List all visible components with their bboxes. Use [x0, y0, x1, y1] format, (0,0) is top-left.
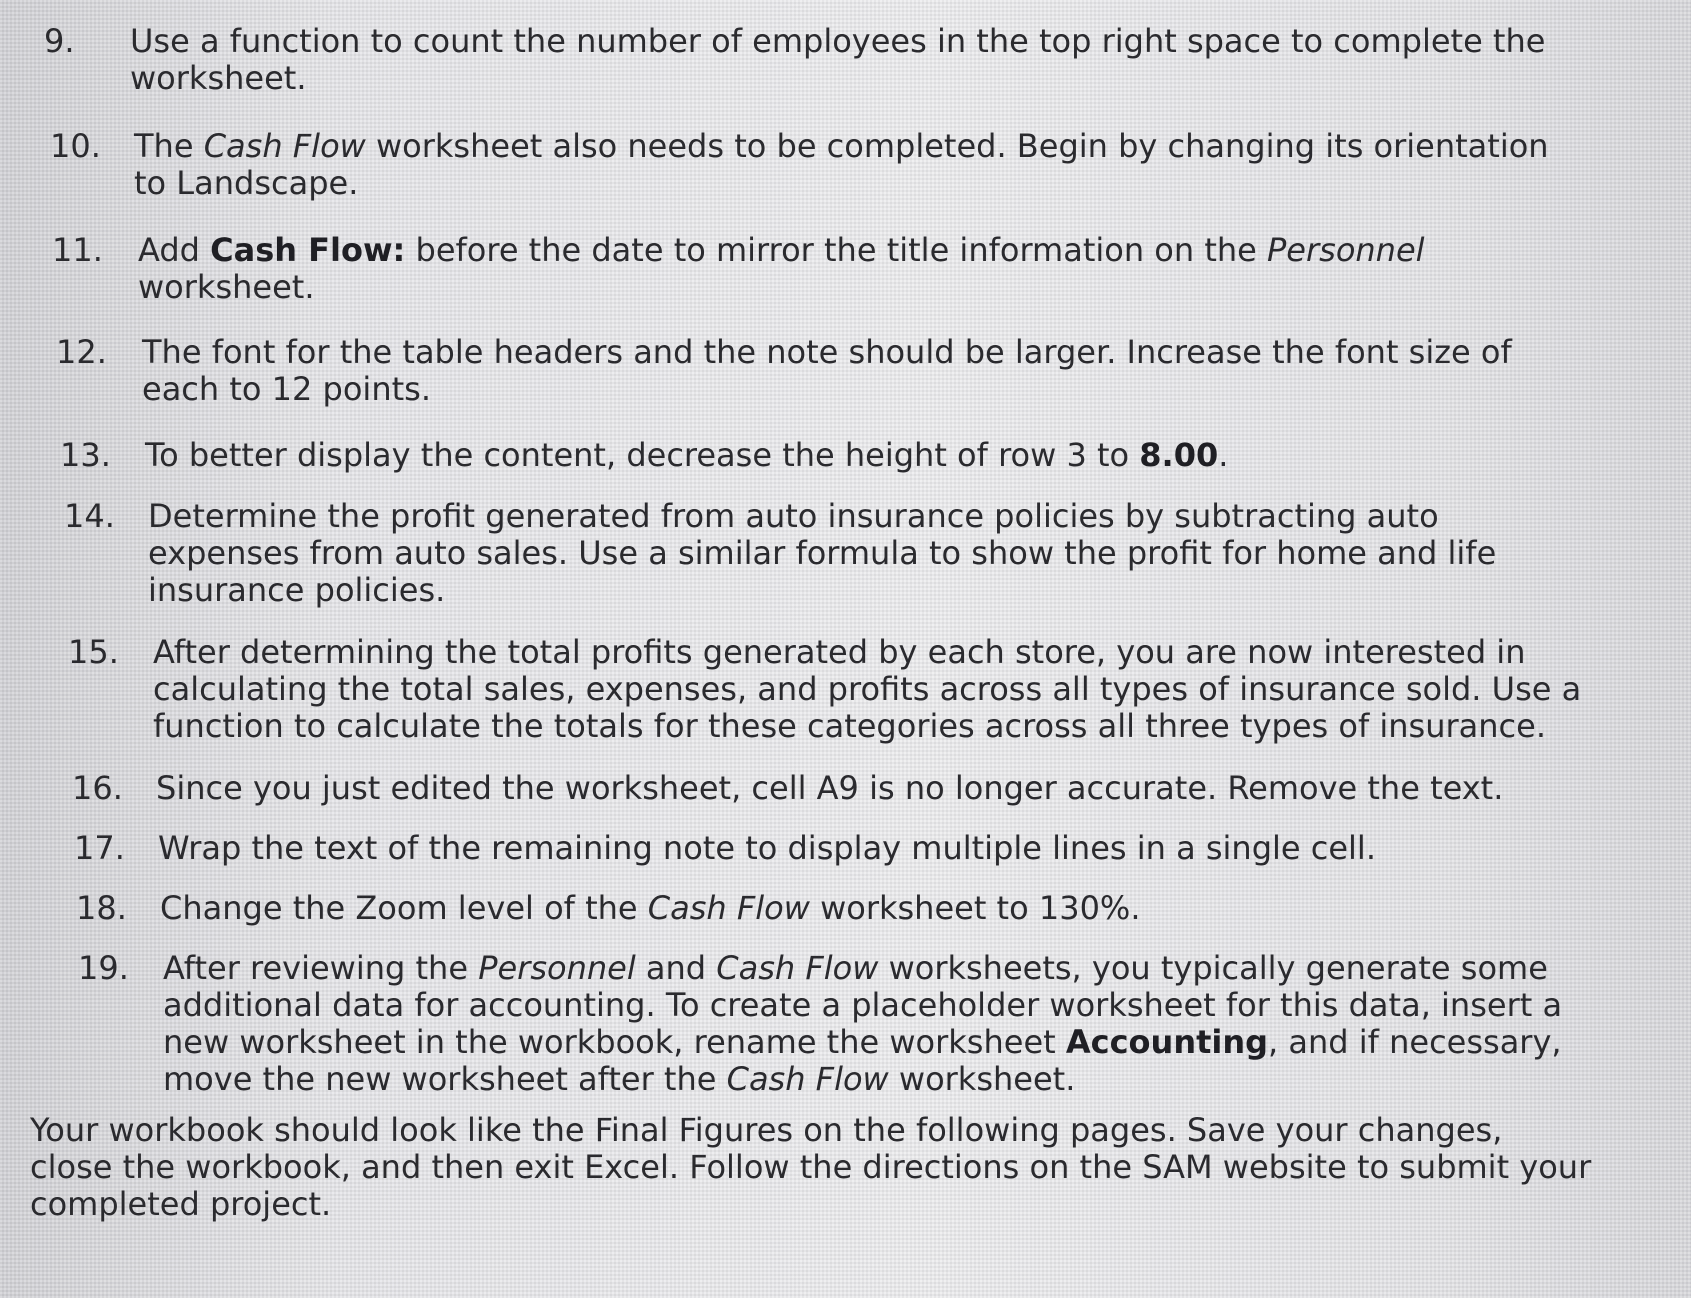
- text-line: additional data for accounting. To create a placeholder worksheet for this data, insert a: [163, 986, 1563, 1024]
- text-line: function to calculate the totals for these categories across all three types of insurance.: [153, 707, 1546, 745]
- step-text: [130, 23, 1545, 97]
- text-line: Since you just edited the worksheet, cell A9 is no longer accurate. Remove the text.: [156, 769, 1504, 807]
- italic-term: Cash Flow: [647, 889, 810, 927]
- step-text: [134, 128, 1549, 202]
- text-line: move the new worksheet after the Cash Flow worksheet.: [163, 1060, 1076, 1098]
- bold-term: Cash Flow:: [210, 231, 406, 269]
- text-line: each to 12 points.: [142, 370, 431, 408]
- closing-paragraph: [30, 1112, 1591, 1223]
- italic-term: Personnel: [478, 949, 636, 987]
- italic-term: Cash Flow: [716, 949, 879, 987]
- step-text: [163, 950, 1562, 1098]
- step-text: [145, 437, 1228, 474]
- step-number: 11.: [52, 231, 103, 269]
- text-line: insurance policies.: [148, 571, 446, 609]
- bold-term: 8.00: [1139, 436, 1219, 474]
- text-line: to Landscape.: [134, 164, 359, 202]
- text-line: The Cash Flow worksheet also needs to be completed. Begin by changing its orientation: [134, 127, 1549, 165]
- text-line: calculating the total sales, expenses, and profits across all types of insurance sold. Use a: [153, 670, 1582, 708]
- step-number: 15.: [68, 633, 119, 671]
- text-line: The font for the table headers and the note should be larger. Increase the font size of: [142, 333, 1512, 371]
- italic-term: Cash Flow: [203, 127, 366, 165]
- text-line: Change the Zoom level of the Cash Flow worksheet to 130%.: [160, 889, 1141, 927]
- bold-term: Accounting: [1065, 1023, 1269, 1061]
- step-text: [138, 232, 1425, 306]
- step-number: 13.: [60, 436, 111, 474]
- closing-line: completed project.: [30, 1185, 332, 1223]
- step-text: [160, 890, 1141, 927]
- text-line: worksheet.: [138, 268, 315, 306]
- step-text: [148, 498, 1496, 609]
- step-number: 12.: [56, 333, 107, 371]
- step-number: 16.: [72, 769, 123, 807]
- text-line: Wrap the text of the remaining note to display multiple lines in a single cell.: [158, 829, 1376, 867]
- step-text: [142, 334, 1512, 408]
- step-text: [153, 634, 1581, 745]
- text-line: Add Cash Flow: before the date to mirror the title information on the Personnel: [138, 231, 1425, 269]
- text-line: Determine the profit generated from auto insurance policies by subtracting auto: [148, 497, 1439, 535]
- step-text: [158, 830, 1376, 867]
- step-number: 17.: [74, 829, 125, 867]
- text-line: To better display the content, decrease the height of row 3 to 8.00.: [145, 436, 1229, 474]
- step-number: 18.: [76, 889, 127, 927]
- closing-line: close the workbook, and then exit Excel. Follow the directions on the SAM website to submit your: [30, 1148, 1592, 1186]
- italic-term: Cash Flow: [726, 1060, 889, 1098]
- text-line: After determining the total profits generated by each store, you are now interested in: [153, 633, 1526, 671]
- step-number: 14.: [64, 497, 115, 535]
- text-line: After reviewing the Personnel and Cash Flow worksheets, you typically generate some: [163, 949, 1548, 987]
- step-number: 19.: [78, 949, 129, 987]
- italic-term: Personnel: [1267, 231, 1425, 269]
- step-number: 9.: [44, 22, 75, 60]
- text-line: Use a function to count the number of employees in the top right space to complete the: [130, 22, 1546, 60]
- text-line: worksheet.: [130, 59, 307, 97]
- step-number: 10.: [50, 127, 101, 165]
- step-text: [156, 770, 1503, 807]
- closing-line: Your workbook should look like the Final Figures on the following pages. Save your changes,: [30, 1111, 1503, 1149]
- text-line: new worksheet in the workbook, rename the worksheet Accounting, and if necessary,: [163, 1023, 1562, 1061]
- text-line: expenses from auto sales. Use a similar formula to show the profit for home and life: [148, 534, 1497, 572]
